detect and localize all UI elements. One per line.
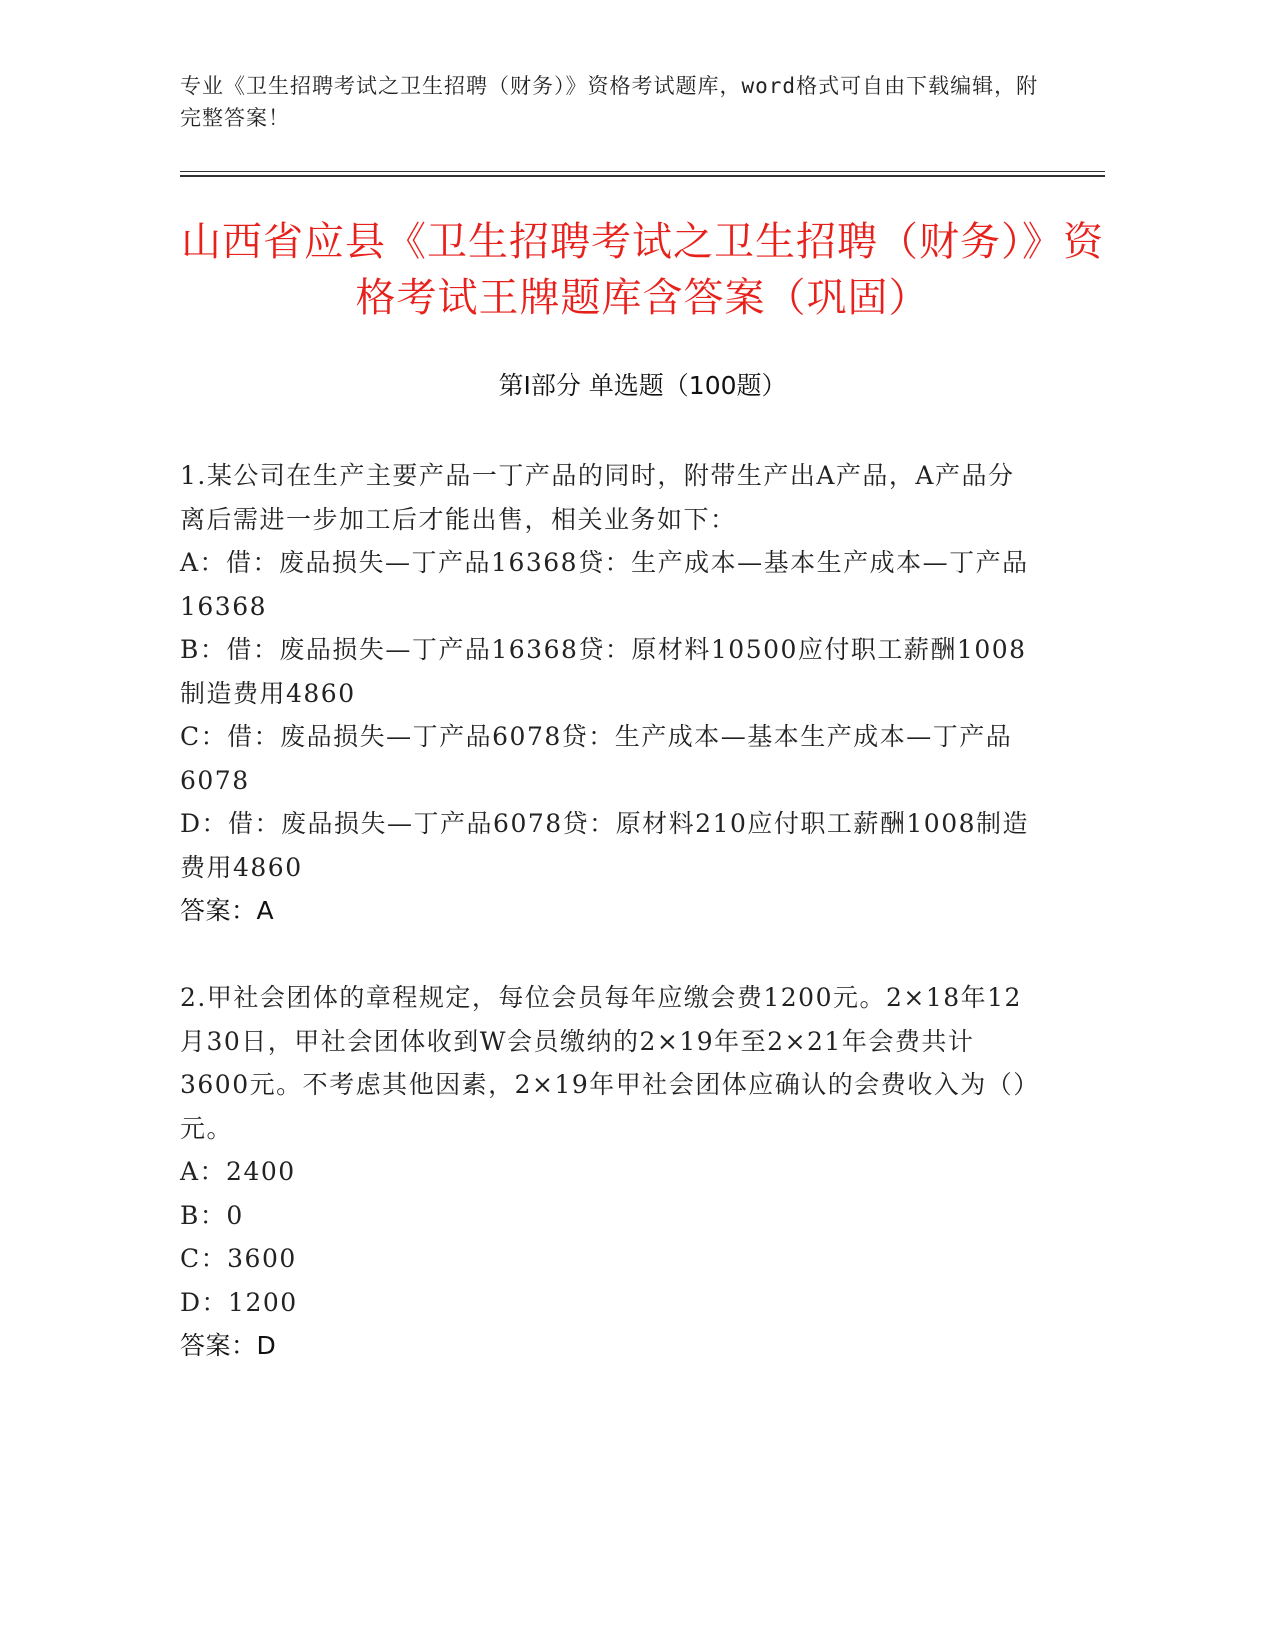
question-stem: 2.甲社会团体的章程规定，每位会员每年应缴会费1200元。2×18年12月30日，甲社会团体收到W会员缴纳的2×19年至2×21年会费共计3600元。不考虑其他因素，2×19年甲社会团体应确认的会费收入为（）元。 xyxy=(180,983,1040,1143)
header-note: 专业《卫生招聘考试之卫生招聘（财务）》资格考试题库，word格式可自由下载编辑，附完整答案！ xyxy=(180,74,1039,130)
answer: 答案：D xyxy=(180,1331,277,1360)
header-divider-thin xyxy=(180,171,1105,172)
option-d: D：借：废品损失—丁产品6078贷：原材料210应付职工薪酬1008制造费用4860 xyxy=(180,809,1030,882)
option-d: D：1200 xyxy=(180,1287,298,1317)
option-b: B：借：废品损失—丁产品16368贷：原材料10500应付职工薪酬1008制造费用4860 xyxy=(180,635,1027,708)
option-a: A：借：废品损失—丁产品16368贷：生产成本—基本生产成本—丁产品16368 xyxy=(180,548,1029,621)
question-2 xyxy=(180,976,1040,1368)
option-c: C：3600 xyxy=(180,1244,297,1273)
question-1 xyxy=(180,454,1040,933)
option-a: A：2400 xyxy=(180,1157,296,1186)
header-divider-thick xyxy=(180,175,1105,177)
option-c: C：借：废品损失—丁产品6078贷：生产成本—基本生产成本—丁产品6078 xyxy=(180,722,1013,795)
option-b: B：0 xyxy=(180,1200,244,1230)
question-stem: 1.某公司在生产主要产品一丁产品的同时，附带生产出A产品，A产品分离后需进一步加工后才能出售，相关业务如下： xyxy=(180,461,1015,534)
answer: 答案：A xyxy=(180,896,275,925)
document-title: 山西省应县《卫生招聘考试之卫生招聘（财务）》资格考试王牌题库含答案（巩固） xyxy=(181,219,1104,321)
section-title: 第I部分 单选题（100题） xyxy=(498,371,787,400)
